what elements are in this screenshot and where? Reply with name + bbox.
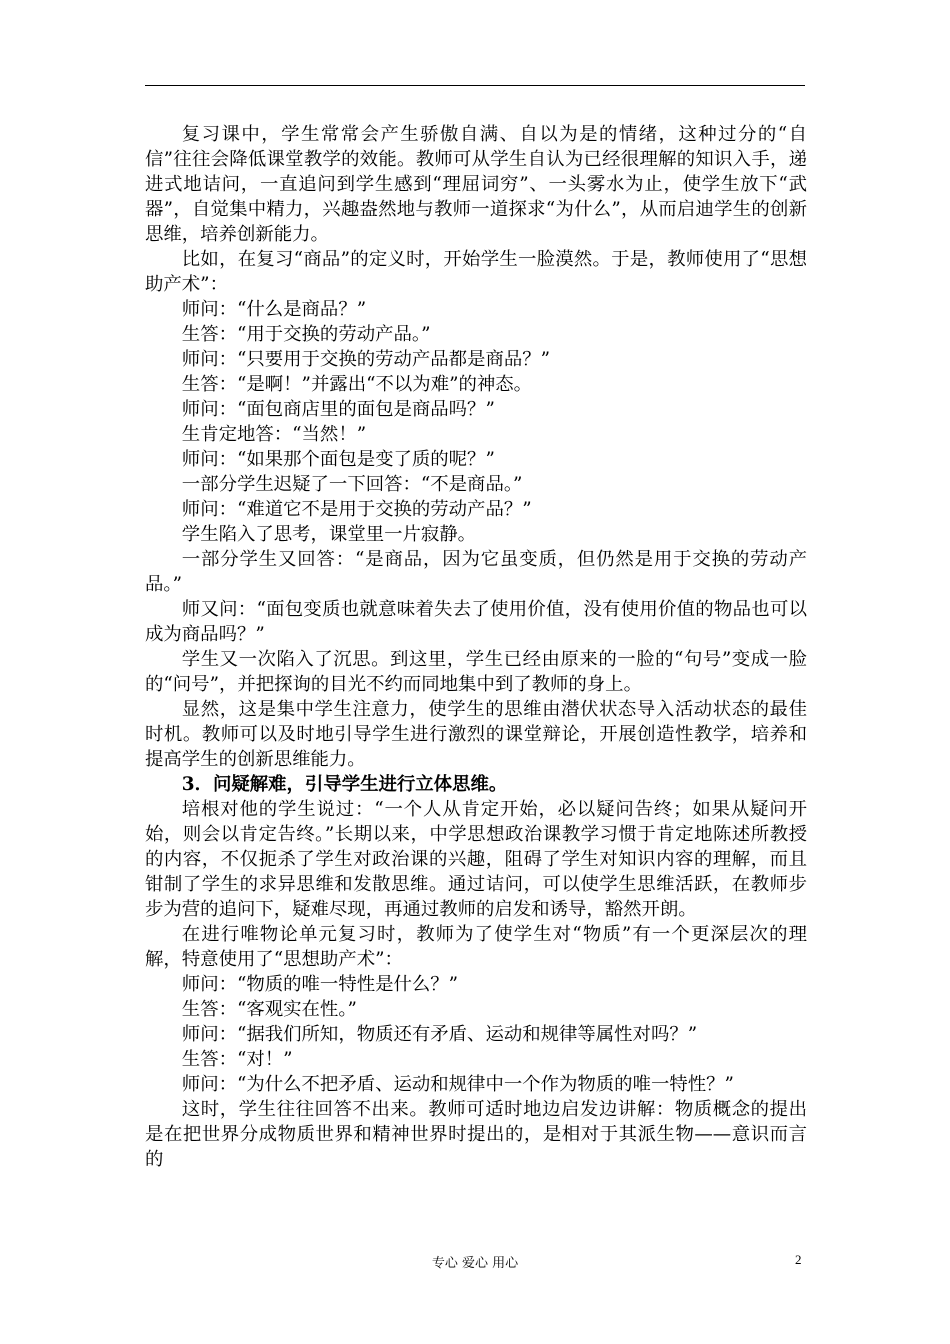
document-body <box>145 122 807 1172</box>
paragraph: 显然，这是集中学生注意力，使学生的思维由潜伏状态导入活动状态的最佳时机。教师可以及时地引导学生进行激烈的课堂辩论，开展创造性教学，培养和提高学生的创新思维能力。 <box>145 699 807 770</box>
dialogue-line: 师问：“面包商店里的面包是商品吗？” <box>181 399 495 420</box>
dialogue-line: 生答：“用于交换的劳动产品。” <box>181 324 431 345</box>
dialogue-line: 师问：“什么是商品？” <box>181 299 367 320</box>
page-number: 2 <box>795 1252 802 1267</box>
section-heading: 3．问疑解难，引导学生进行立体思维。 <box>181 774 508 795</box>
dialogue-line: 生答：“客观实在性。” <box>181 999 357 1020</box>
paragraph: 比如，在复习“商品”的定义时，开始学生一脸漠然。于是，教师使用了“思想助产术”： <box>145 249 807 295</box>
dialogue-line: 生肯定地答：“当然！” <box>181 424 367 445</box>
dialogue-line: 师问：“如果那个面包是变了质的呢？” <box>181 449 495 470</box>
paragraph: 在进行唯物论单元复习时，教师为了使学生对“物质”有一个更深层次的理解，特意使用了“思想助产术”： <box>145 924 807 970</box>
dialogue-line: 师问：“物质的唯一特性是什么？” <box>181 974 459 995</box>
paragraph: 这时，学生往往回答不出来。教师可适时地边启发边讲解：物质概念的提出是在把世界分成物质世界和精神世界时提出的，是相对于其派生物——意识而言的 <box>145 1099 807 1170</box>
dialogue-line: 生答：“对！” <box>181 1049 293 1070</box>
dialogue-line: 一部分学生又回答：“是商品，因为它虽变质，但仍然是用于交换的劳动产品。” <box>145 549 807 595</box>
dialogue-line: 师问：“据我们所知，物质还有矛盾、运动和规律等属性对吗？” <box>181 1024 698 1045</box>
footer-slogan: 专心 爱心 用心 <box>431 1256 519 1271</box>
dialogue-line: 师问：“为什么不把矛盾、运动和规律中一个作为物质的唯一特性？” <box>181 1074 734 1095</box>
header-rule <box>145 85 805 86</box>
paragraph: 学生又一次陷入了沉思。到这里，学生已经由原来的一脸的“句号”变成一脸的“问号”，并把探询的目光不约而同地集中到了教师的身上。 <box>145 649 807 695</box>
dialogue-line: 一部分学生迟疑了一下回答：“不是商品。” <box>181 474 523 495</box>
dialogue-line: 学生陷入了思考，课堂里一片寂静。 <box>181 524 477 545</box>
paragraph: 复习课中，学生常常会产生骄傲自满、自以为是的情绪，这种过分的“自信”往往会降低课堂教学的效能。教师可从学生自认为已经很理解的知识入手，递进式地诘问，一直追问到学生感到“理屈词穷”、一头雾水为止，使学生放下“武器”，自觉集中精力，兴趣盎然地与教师一道探求“为什么”，从而启迪学生的创新思维，培养创新能力。 <box>145 124 807 245</box>
paragraph: 培根对他的学生说过：“一个人从肯定开始，必以疑问告终；如果从疑问开始，则会以肯定告终。”长期以来，中学思想政治课教学习惯于肯定地陈述所教授的内容，不仅扼杀了学生对政治课的兴趣，阻碍了学生对知识内容的理解，而且钳制了学生的求异思维和发散思维。通过诘问，可以使学生思维活跃，在教师步步为营的追问下，疑难尽现，再通过教师的启发和诱导，豁然开朗。 <box>145 799 807 920</box>
dialogue-line: 师又问：“面包变质也就意味着失去了使用价值，没有使用价值的物品也可以成为商品吗？” <box>145 599 807 645</box>
dialogue-line: 生答：“是啊！”并露出“不以为难”的神态。 <box>181 374 533 395</box>
dialogue-line: 师问：“只要用于交换的劳动产品都是商品？” <box>181 349 551 370</box>
dialogue-line: 师问：“难道它不是用于交换的劳动产品？” <box>181 499 532 520</box>
